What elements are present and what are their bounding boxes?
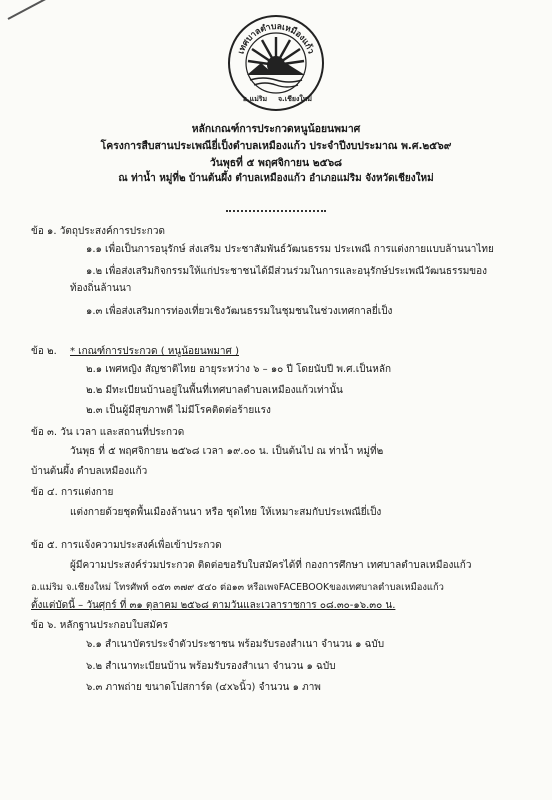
section-2-item-2: ๒.๒ มีทะเบียนบ้านอยู่ในพื้นที่เทศบาลตำบลเหมืองแก้วเท่านั้น <box>86 385 343 396</box>
section-1-heading: ข้อ ๑. วัตถุประสงค์การประกวด <box>31 226 165 237</box>
section-3-heading: ข้อ ๓. วัน เวลา และสถานที่ประกวด <box>31 427 185 438</box>
event-venue: ณ ท่าน้ำ หมู่ที่๒ บ้านต้นผึ้ง ตำบลเหมืองแก้ว อำเภอแม่ริม จังหวัดเชียงใหม่ <box>118 173 434 184</box>
section-4-heading: ข้อ ๔. การแต่งกาย <box>31 487 114 498</box>
municipality-seal-logo <box>226 13 326 113</box>
section-5-heading: ข้อ ๕. การแจ้งความประสงค์เพื่อเข้าประกวด <box>31 540 222 551</box>
section-5-line-2: อ.แม่ริม จ.เชียงใหม่ โทรศัพท์ ๐๕๓ ๓๗๙ ๕๔๐ ต่อ๑๓ หรือเพจFACEBOOKของเทศบาลตำบลเหมืองแก้ว <box>31 582 444 593</box>
project-title: โครงการสืบสานประเพณียี่เป็งตำบลเหมืองแก้ว ประจำปีงบประมาณ พ.ศ.๒๕๖๙ <box>100 140 452 152</box>
section-4-line-1: แต่งกายด้วยชุดพื้นเมืองล้านนา หรือ ชุดไทย ให้เหมาะสมกับประเพณียี่เป็ง <box>70 507 382 518</box>
section-3-line-1: วันพุธ ที่ ๕ พฤศจิกายน ๒๕๖๘ เวลา ๑๙.๐๐ น. เป็นต้นไป ณ ท่าน้ำ หมู่ที่๒ <box>70 446 384 457</box>
section-5-line-1: ผู้มีความประสงค์ร่วมประกวด ติดต่อขอรับใบสมัครได้ที่ กองการศึกษา เทศบาลตำบลเหมืองแก้ว <box>70 560 472 571</box>
event-date: วันพุธที่ ๕ พฤศจิกายน ๒๕๖๘ <box>209 157 343 169</box>
section-1-item-2-cont: ท้องถิ่นล้านนา <box>70 283 132 294</box>
section-2-item-1: ๒.๑ เพศหญิง สัญชาติไทย อายุระหว่าง ๖ – ๑๐ ปี โดยนับปี พ.ศ.เป็นหลัก <box>86 364 392 375</box>
section-1-item-2: ๑.๒ เพื่อส่งเสริมกิจกรรมให้แก่ประชาชนได้มีส่วนร่วมในการและอนุรักษ์ประเพณีวัฒนธรรมของ <box>86 266 488 277</box>
section-1-item-3: ๑.๓ เพื่อส่งเสริมการท่องเที่ยวเชิงวัฒนธรรมในชุมชนในช่วงเทศกาลยี่เป็ง <box>86 306 393 317</box>
section-6-heading: ข้อ ๖. หลักฐานประกอบใบสมัคร <box>31 620 168 631</box>
section-6-item-3: ๖.๓ ภาพถ่าย ขนาดโปสการ์ด (๔x๖นิ้ว) จำนวน ๑ ภาพ <box>86 682 321 693</box>
section-5-line-3: ตั้งแต่บัดนี้ – วันศุกร์ ที่ ๓๑ ตุลาคม ๒๕๖๘ ตามวันและเวลาราชการ ๐๘.๓๐-๑๖.๓๐ น. <box>31 600 396 611</box>
scan-mark <box>8 0 48 20</box>
seal-bottom-left-text: อ.แม่ริม <box>242 95 268 103</box>
document-title: หลักเกณฑ์การประกวดหนูน้อยนพมาศ <box>191 123 361 135</box>
section-6-item-1: ๖.๑ สำเนาบัตรประจำตัวประชาชน พร้อมรับรองสำเนา จำนวน ๑ ฉบับ <box>86 639 385 650</box>
seal-bottom-right-text: จ.เชียงใหม่ <box>277 95 313 103</box>
section-3-line-2: บ้านต้นผึ้ง ตำบลเหมืองแก้ว <box>31 466 148 477</box>
section-1-item-1: ๑.๑ เพื่อเป็นการอนุรักษ์ ส่งเสริม ประชาสัมพันธ์วัฒนธรรม ประเพณี การแต่งกายแบบล้านนาไทย <box>86 244 494 255</box>
section-2-item-3: ๒.๓ เป็นผู้มีสุขภาพดี ไม่มีโรคติดต่อร้ายแรง <box>86 405 271 416</box>
seal-top-text: เทศบาลตำบลเหมืองแก้ว <box>236 21 316 56</box>
section-2-label: ข้อ ๒. <box>31 346 57 357</box>
section-6-item-2: ๖.๒ สำเนาทะเบียนบ้าน พร้อมรับรองสำเนา จำนวน ๑ ฉบับ <box>86 661 336 672</box>
dotted-separator <box>226 210 326 212</box>
section-2-heading: * เกณฑ์การประกวด ( หนูน้อยนพมาศ ) <box>70 346 239 357</box>
